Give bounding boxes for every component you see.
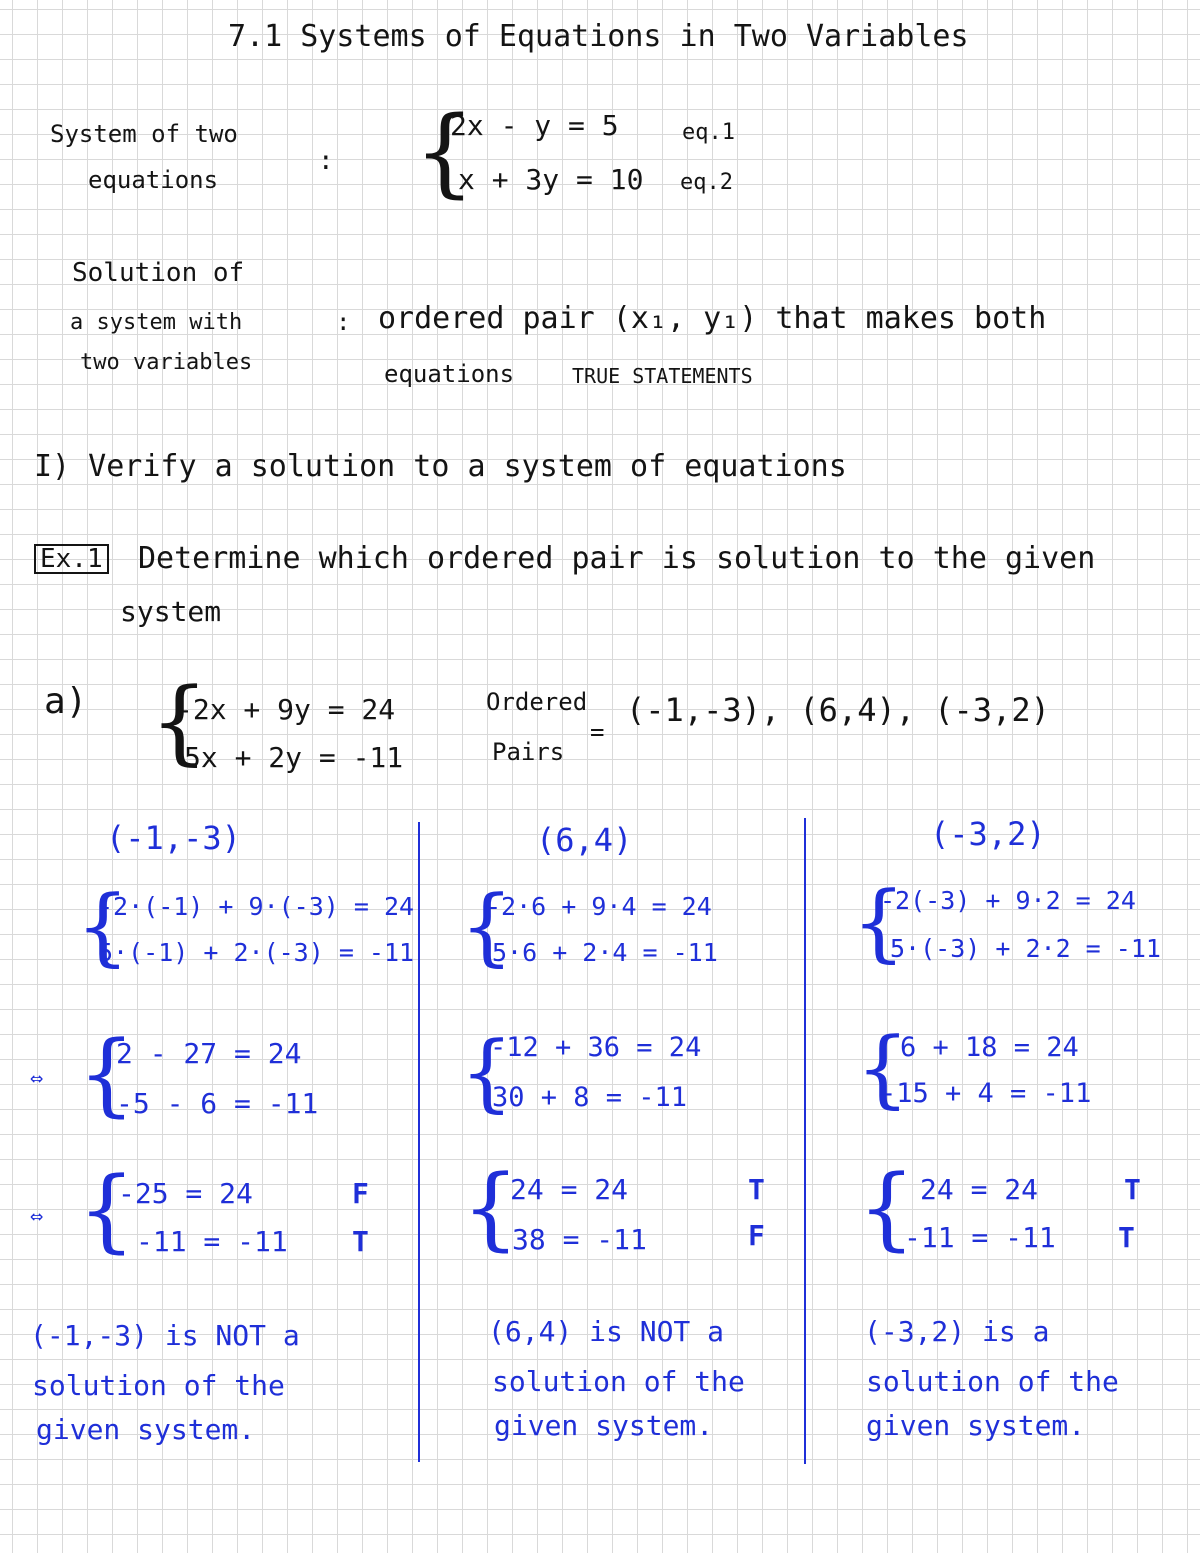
- col2-step-brace-icon: {: [460, 1023, 514, 1121]
- solution-label-line3: two variables: [80, 350, 253, 375]
- col1-step-brace-icon: {: [78, 1022, 136, 1127]
- col3-sub-brace-icon: {: [852, 873, 906, 971]
- col2-res-brace-icon: {: [462, 1156, 520, 1261]
- col1-arrow1: ⇔: [30, 1066, 44, 1091]
- column-divider-1: [418, 822, 420, 1462]
- solution-text-line2b: TRUE STATEMENTS: [572, 364, 753, 388]
- example-label: Ex.1: [34, 544, 109, 574]
- col1-res-eq1: -25 = 24: [118, 1177, 253, 1210]
- system-brace-icon: {: [414, 96, 476, 208]
- solution-label-line2: a system with: [70, 310, 243, 335]
- col2-sub-eq2: 5·6 + 2·4 = -11: [492, 938, 718, 967]
- example-brace-icon: {: [150, 668, 209, 775]
- system-eq2: x + 3y = 10: [458, 163, 644, 196]
- col1-conclusion-line1: (-1,-3) is NOT a: [30, 1319, 300, 1352]
- col2-res-eq2: 38 = -11: [512, 1223, 647, 1256]
- col1-conclusion-line3: given system.: [36, 1413, 256, 1446]
- example-part-label: a): [44, 681, 88, 722]
- col2-sub-brace-icon: {: [460, 877, 514, 975]
- ordered-equals: =: [590, 718, 605, 746]
- col3-res-eq1: 24 = 24: [920, 1173, 1039, 1206]
- page-title: 7.1 Systems of Equations in Two Variables: [228, 19, 969, 54]
- col1-res-brace-icon: {: [78, 1158, 136, 1263]
- example-instruction-line1: Determine which ordered pair is solution to the given: [138, 541, 1096, 576]
- example-eq2: 5x + 2y = -11: [184, 741, 404, 774]
- col3-conclusion-line3: given system.: [866, 1409, 1086, 1442]
- col3-sub-eq1: -2(-3) + 9·2 = 24: [880, 886, 1136, 915]
- solution-text-line2a: equations: [384, 360, 515, 388]
- col1-res-mark1: F: [352, 1177, 369, 1210]
- ordered-label-line1: Ordered: [486, 688, 588, 716]
- system-eq1: 2x - y = 5: [450, 109, 619, 142]
- col1-step-eq2: -5 - 6 = -11: [116, 1087, 319, 1120]
- col2-conclusion-line1: (6,4) is NOT a: [488, 1315, 725, 1348]
- col3-res-brace-icon: {: [858, 1156, 916, 1261]
- col3-res-mark2: T: [1118, 1221, 1135, 1254]
- col3-step-eq2: -15 + 4 = -11: [880, 1078, 1092, 1109]
- ordered-label-line2: Pairs: [492, 738, 565, 766]
- col1-sub-eq1: -2·(-1) + 9·(-3) = 24: [98, 892, 415, 921]
- section-heading: I) Verify a solution to a system of equations: [34, 449, 847, 484]
- solution-colon: :: [336, 308, 351, 336]
- col2-res-mark1: T: [748, 1173, 765, 1206]
- col2-step-eq2: 30 + 8 = -11: [492, 1082, 688, 1113]
- col3-res-mark1: T: [1124, 1173, 1141, 1206]
- solution-label-line1: Solution of: [72, 258, 245, 288]
- col3-res-eq2: -11 = -11: [904, 1221, 1056, 1254]
- system-label-line1: System of two: [50, 120, 238, 148]
- col3-conclusion-line1: (-3,2) is a: [864, 1315, 1050, 1348]
- col2-conclusion-line3: given system.: [494, 1409, 714, 1442]
- col3-header: (-3,2): [930, 815, 1046, 853]
- col1-sub-eq2: 5·(-1) + 2·(-3) = -11: [98, 938, 415, 967]
- column-divider-2: [804, 818, 806, 1464]
- col3-step-brace-icon: {: [856, 1019, 910, 1117]
- solution-text-line1: ordered pair (x₁, y₁) that makes both: [378, 301, 1047, 336]
- col2-step-eq1: -12 + 36 = 24: [490, 1032, 702, 1063]
- col2-res-mark2: F: [748, 1219, 765, 1252]
- col2-res-eq1: 24 = 24: [510, 1173, 629, 1206]
- example-eq1: -2x + 9y = 24: [176, 693, 396, 726]
- col3-conclusion-line2: solution of the: [866, 1365, 1119, 1398]
- col2-conclusion-line2: solution of the: [492, 1365, 745, 1398]
- col1-step-eq1: 2 - 27 = 24: [116, 1037, 302, 1070]
- col1-header: (-1,-3): [106, 819, 241, 857]
- col1-arrow2: ⇔: [30, 1204, 44, 1229]
- col1-res-mark2: T: [352, 1225, 369, 1258]
- system-label-line2: equations: [88, 166, 219, 194]
- col1-conclusion-line2: solution of the: [32, 1369, 285, 1402]
- system-eq2-tag: eq.2: [680, 170, 733, 195]
- col2-header: (6,4): [536, 821, 633, 859]
- system-eq1-tag: eq.1: [682, 120, 735, 145]
- col1-res-eq2: -11 = -11: [136, 1225, 288, 1258]
- col1-sub-brace-icon: {: [76, 877, 130, 975]
- system-colon: :: [318, 146, 334, 176]
- example-instruction-line2: system: [120, 595, 222, 628]
- ordered-pairs-list: (-1,-3), (6,4), (-3,2): [626, 691, 1050, 729]
- col3-sub-eq2: 5·(-3) + 2·2 = -11: [890, 934, 1161, 963]
- col3-step-eq1: 6 + 18 = 24: [900, 1032, 1079, 1063]
- col2-sub-eq1: -2·6 + 9·4 = 24: [486, 892, 712, 921]
